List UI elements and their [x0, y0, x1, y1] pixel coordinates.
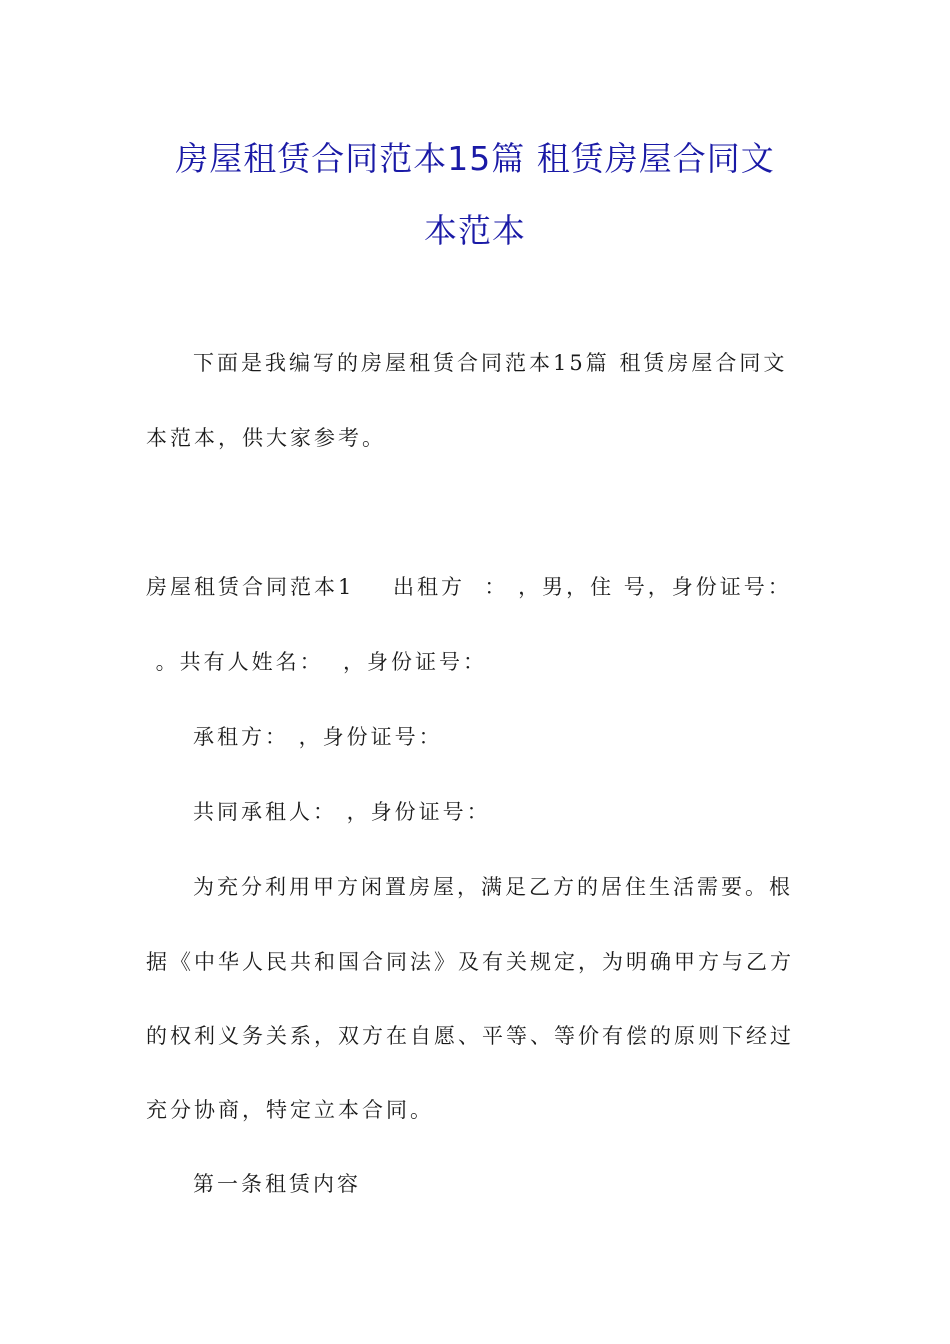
purpose-paragraph-line-4: 充分协商，特定立本合同。 — [146, 1098, 434, 1122]
contract-heading-line: 房屋租赁合同范本1 出租方 ： ，男，住 号，身份证号： — [146, 575, 792, 599]
document-title-line-2: 本范本 — [424, 211, 526, 250]
purpose-paragraph-line-2: 据《中华人民共和国合同法》及有关规定，为明确甲方与乙方 — [146, 950, 794, 974]
article-one-heading: 第一条租赁内容 — [193, 1172, 361, 1196]
purpose-paragraph-line-1: 为充分利用甲方闲置房屋，满足乙方的居住生活需要。根 — [193, 875, 793, 899]
intro-paragraph-line-1: 下面是我编写的房屋租赁合同范本15篇 租赁房屋合同文 — [193, 351, 788, 375]
purpose-paragraph-line-3: 的权利义务关系，双方在自愿、平等、等价有偿的原则下经过 — [146, 1024, 794, 1048]
co-lessee-line: 共同承租人： ，身份证号： — [193, 800, 491, 824]
intro-paragraph-line-2: 本范本，供大家参考。 — [146, 426, 386, 450]
lessee-line: 承租方： ，身份证号： — [193, 725, 443, 749]
co-owner-line: 。共有人姓名： ，身份证号： — [146, 650, 488, 674]
document-title-line-1: 房屋租赁合同范本15篇 租赁房屋合同文 — [175, 139, 775, 178]
